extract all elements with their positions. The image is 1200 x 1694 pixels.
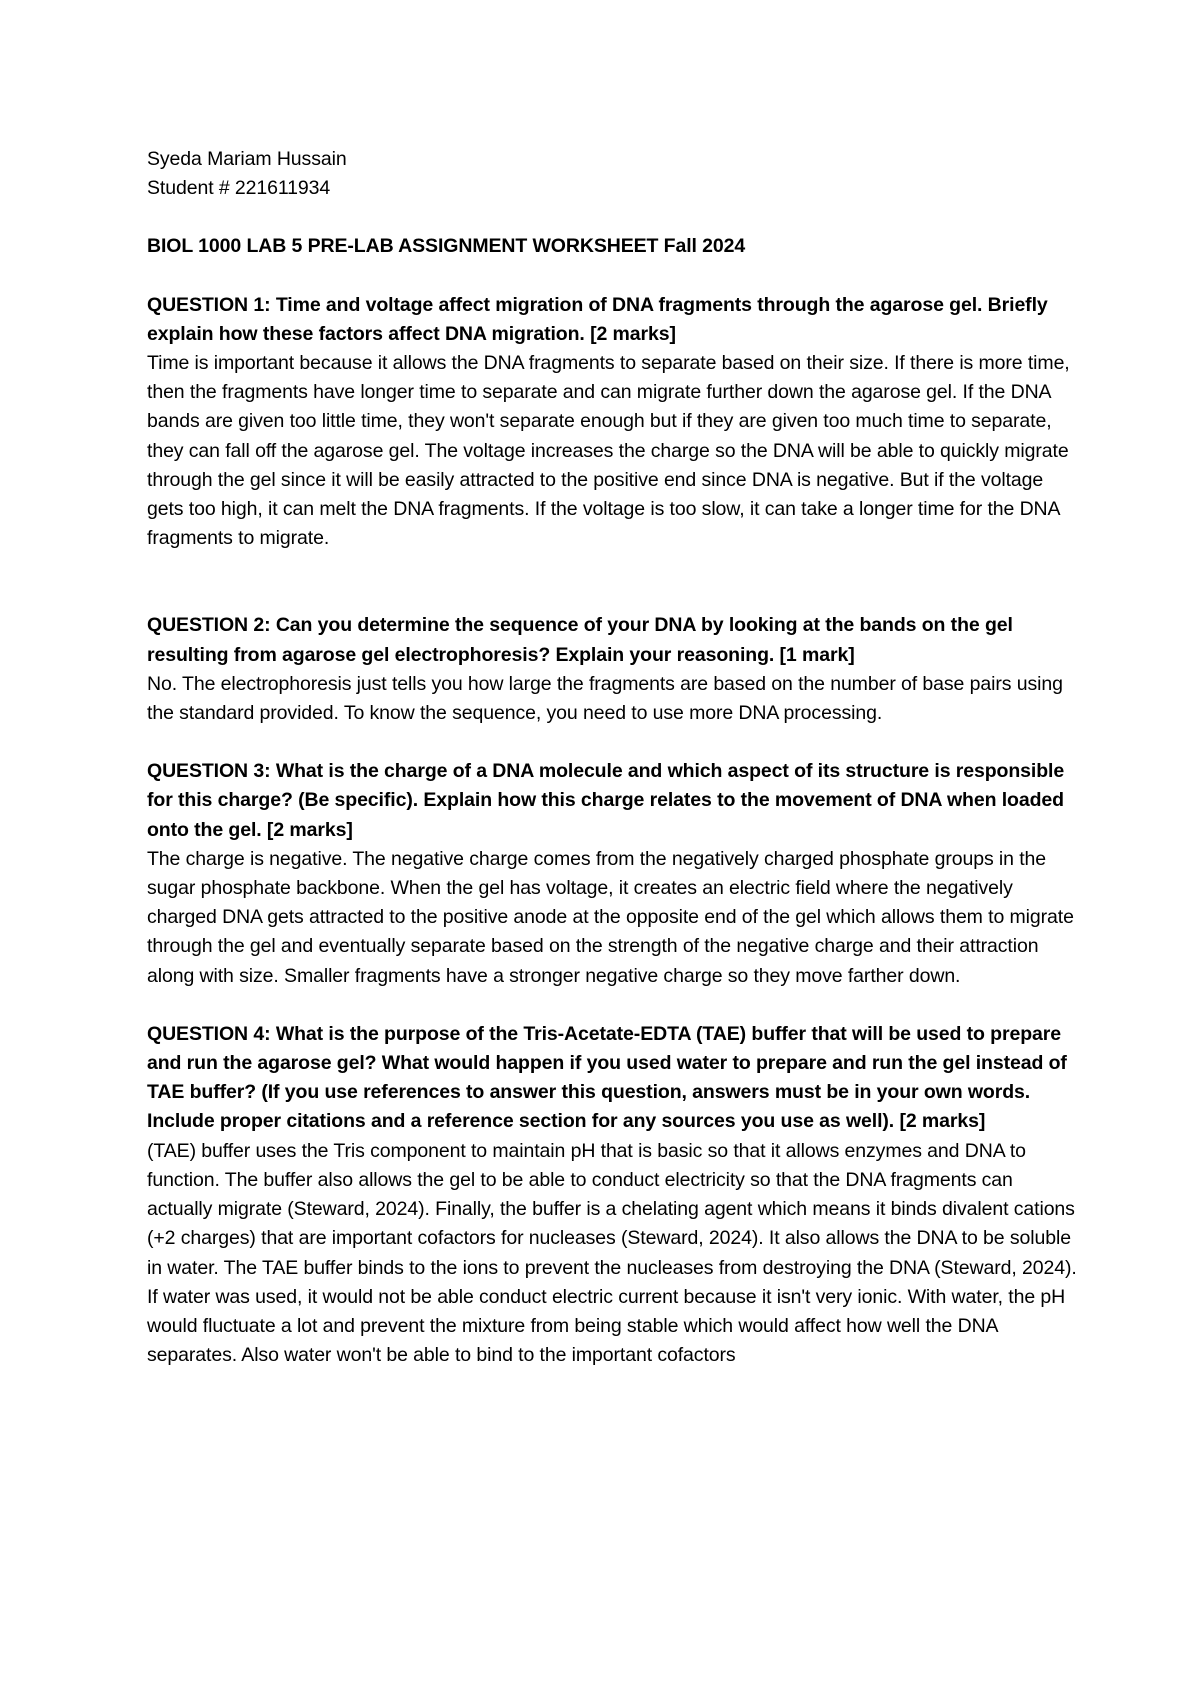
question-4-answer: (TAE) buffer uses the Tris component to maintain pH that is basic so that it allows enzymes and DNA to function. The buffer also allows the gel to be able to conduct electricity so that the DNA fragments can actually migrate (Steward, 2024). Finally, the buffer is a chelating agent which means it binds divalent cations (+2 charges) that are important cofactors for nucleases (Steward, 2024). It also allows the DNA to be soluble in water. The TAE buffer binds to the ions to prevent the nucleases from destroying the DNA (Steward, 2024). If water was used, it would not be able conduct electric current because it isn't very ionic. With water, the pH would fluctuate a lot and prevent the mixture from being stable which would affect how well the DNA separates. Also water won't be able to bind to the important cofactors (147, 1139, 1077, 1367)
worksheet-title: BIOL 1000 LAB 5 PRE-LAB ASSIGNMENT WORKSHEET Fall 2024 (147, 235, 746, 258)
question-1 (147, 291, 1077, 554)
question-2-prompt: QUESTION 2: Can you determine the sequence of your DNA by looking at the bands on the gel resulting from agarose gel electrophoresis? Explain your reasoning. [1 mark] (147, 614, 1013, 666)
worksheet-page (147, 145, 1077, 1370)
question-2 (147, 611, 1077, 728)
question-1-answer: Time is important because it allows the DNA fragments to separate based on their size. If there is more time, then the fragments have longer time to separate and can migrate further down the agarose gel. If the DNA bands are given too little time, they won't separate enough but if they are given too much time to separate, they can fall off the agarose gel. The voltage increases the charge so the DNA will be able to quickly migrate through the gel since it will be easily attracted to the positive end since DNA is negative. But if the voltage gets too high, it can melt the DNA fragments. If the voltage is too slow, it can take a longer time for the DNA fragments to migrate. (147, 352, 1070, 550)
question-4-prompt: QUESTION 4: What is the purpose of the Tris-Acetate-EDTA (TAE) buffer that will be used to prepare and run the agarose gel? What would happen if you used water to prepare and run the gel instead of TAE buffer? (If you use references to answer this question, answers must be in your own words. Include proper citations and a reference section for any sources you use as well). [2 marks] (147, 1022, 1067, 1133)
question-1-prompt: QUESTION 1: Time and voltage affect migration of DNA fragments through the agarose gel. Briefly explain how these factors affect DNA migration. [2 marks] (147, 293, 1048, 345)
question-3-answer: The charge is negative. The negative charge comes from the negatively charged phosphate groups in the sugar phosphate backbone. When the gel has voltage, it creates an electric field where the negatively charged DNA gets attracted to the positive anode at the opposite end of the gel which allows them to migrate through the gel and eventually separate based on the strength of the negative charge and their attraction along with size. Smaller fragments have a stronger negative charge so they move farther down. (147, 847, 1074, 987)
question-3 (147, 757, 1077, 991)
question-2-answer: No. The electrophoresis just tells you how large the fragments are based on the number of base pairs using the standard provided. To know the sequence, you need to use more DNA processing. (147, 672, 1063, 725)
question-3-prompt: QUESTION 3: What is the charge of a DNA molecule and which aspect of its structure is responsible for this charge? (Be specific). Explain how this charge relates to the movement of DNA when loaded onto the gel. [2 marks] (147, 760, 1065, 841)
student-number: Student # 221611934 (147, 177, 331, 200)
student-name: Syeda Mariam Hussain (147, 148, 347, 170)
question-4 (147, 1020, 1077, 1370)
